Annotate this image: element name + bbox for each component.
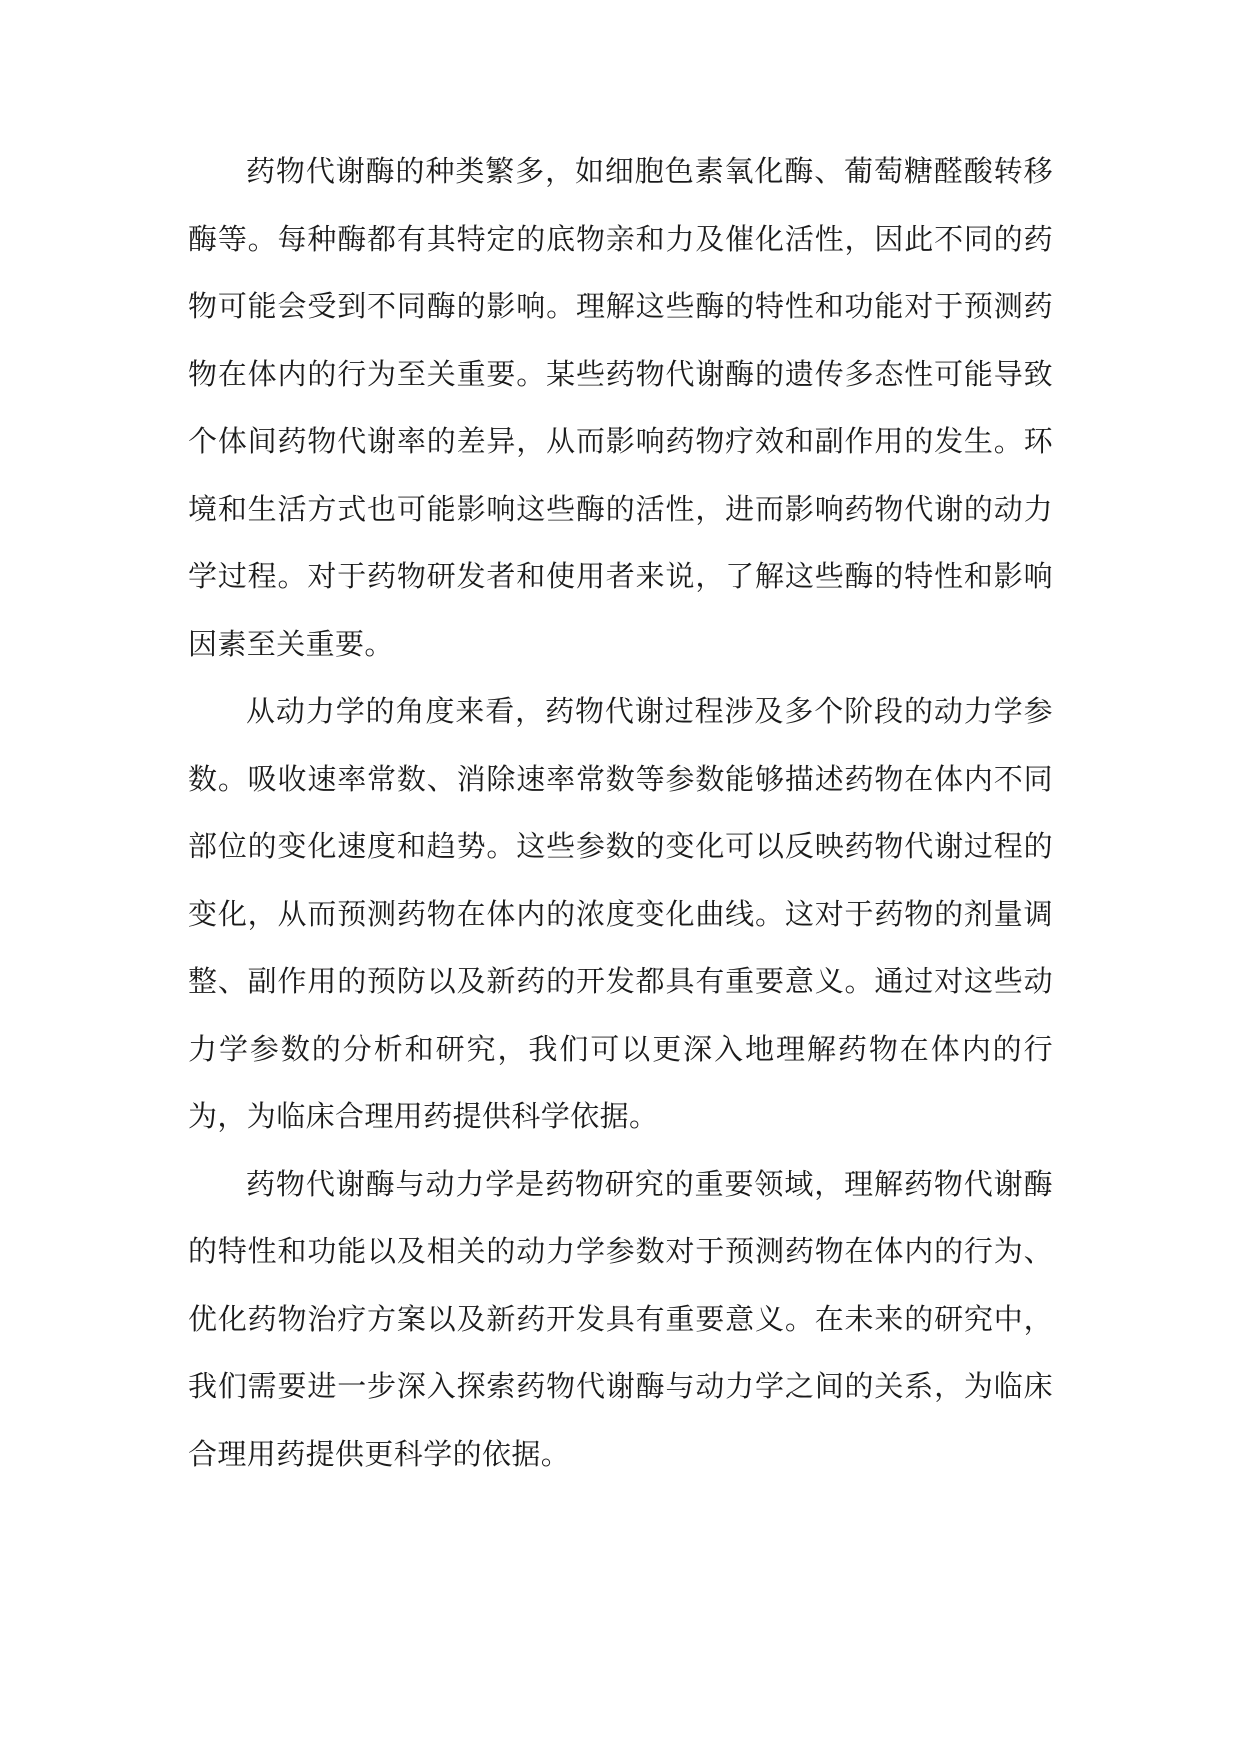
- document-body: [188, 138, 1053, 1488]
- paragraph-conclusion: 药物代谢酶与动力学是药物研究的重要领域，理解药物代谢酶的特性和功能以及相关的动力学参数对于预测药物在体内的行为、优化药物治疗方案以及新药开发具有重要意义。在未来的研究中，我们需要进一步深入探索药物代谢酶与动力学之间的关系，为临床合理用药提供更科学的依据。: [188, 1166, 1053, 1471]
- paragraph-kinetics: 从动力学的角度来看，药物代谢过程涉及多个阶段的动力学参数。吸收速率常数、消除速率常数等参数能够描述药物在体内不同部位的变化速度和趋势。这些参数的变化可以反映药物代谢过程的变化，从而预测药物在体内的浓度变化曲线。这对于药物的剂量调整、副作用的预防以及新药的开发都具有重要意义。通过对这些动力学参数的分析和研究，我们可以更深入地理解药物在体内的行为，为临床合理用药提供科学依据。: [188, 694, 1053, 1133]
- paragraph-enzyme-types: 药物代谢酶的种类繁多，如细胞色素氧化酶、葡萄糖醛酸转移酶等。每种酶都有其特定的底物亲和力及催化活性，因此不同的药物可能会受到不同酶的影响。理解这些酶的特性和功能对于预测药物在体内的行为至关重要。某些药物代谢酶的遗传多态性可能导致个体间药物代谢率的差异，从而影响药物疗效和副作用的发生。环境和生活方式也可能影响这些酶的活性，进而影响药物代谢的动力学过程。对于药物研发者和使用者来说，了解这些酶的特性和影响因素至关重要。: [188, 154, 1053, 661]
